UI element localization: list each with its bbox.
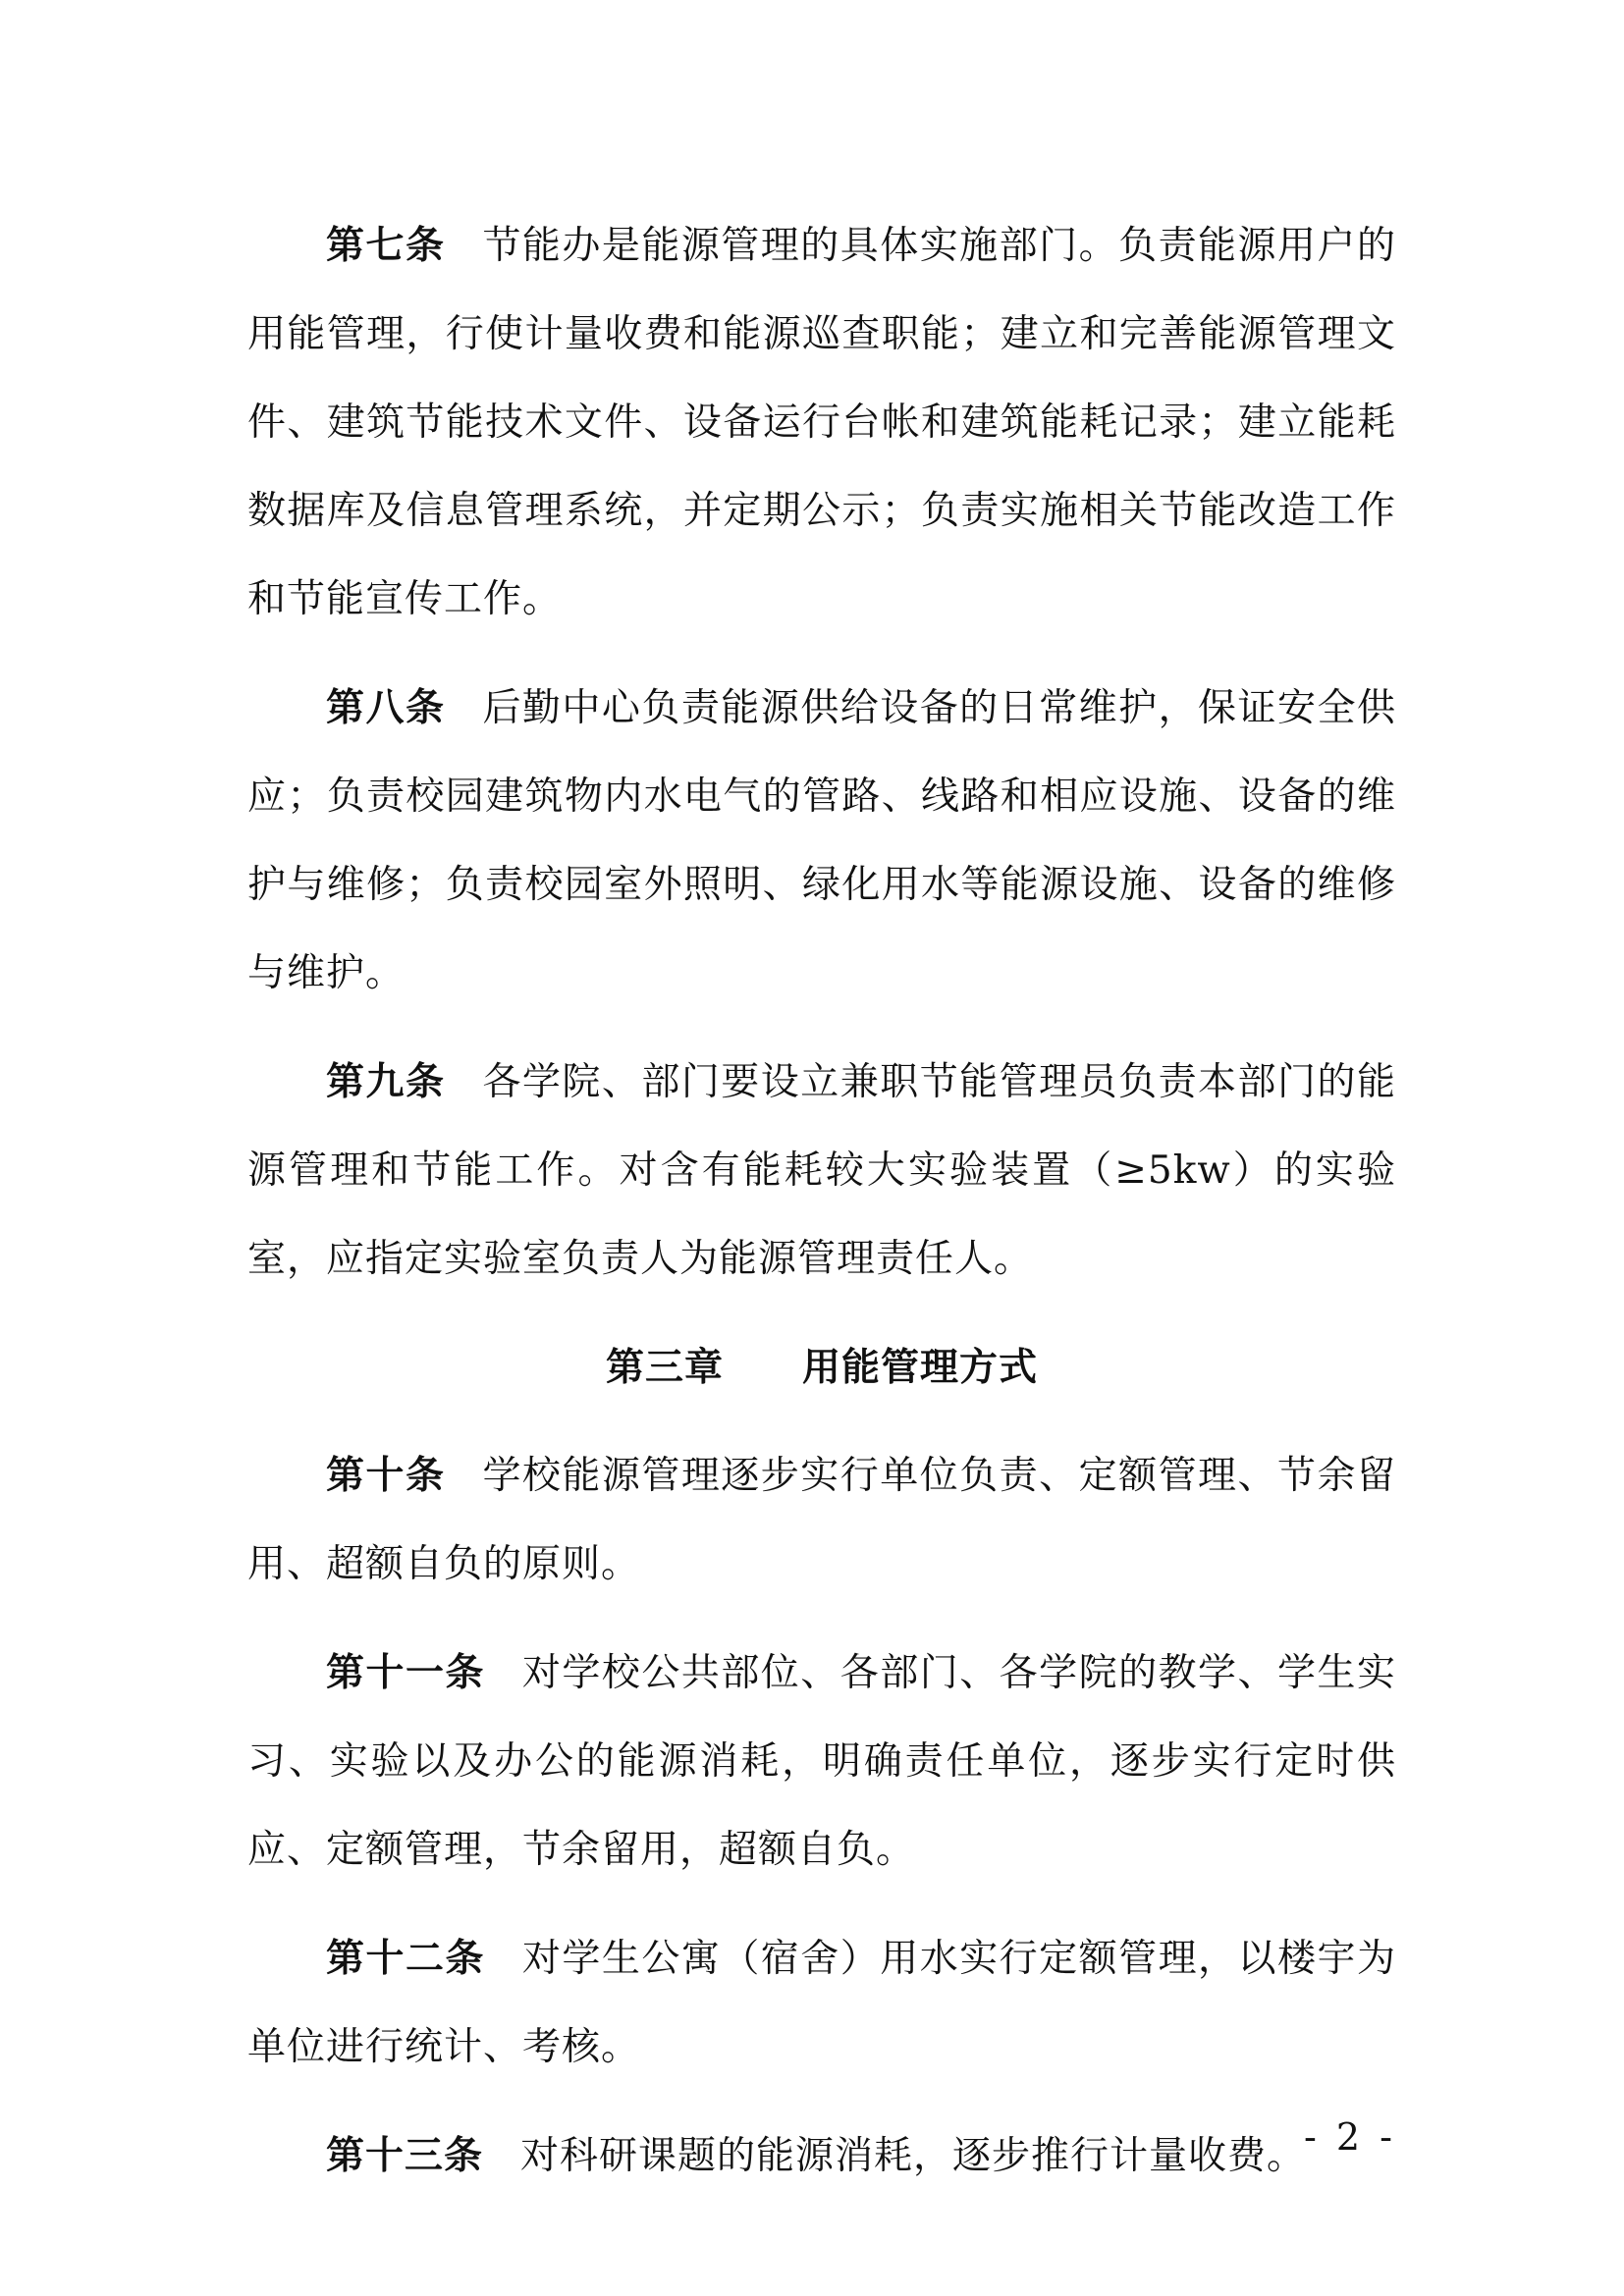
article-8-text: 后勤中心负责能源供给设备的日常维护，保证安全供应；负责校园建筑物内水电气的管路、线路和相应设施、设备的维护与维修；负责校园室外照明、绿化用水等能源设施、设备的维修与维护。	[247, 686, 1396, 995]
chapter-number: 第三章	[605, 1345, 724, 1390]
article-9	[247, 1038, 1396, 1304]
article-7-text: 节能办是能源管理的具体实施部门。负责能源用户的用能管理，行使计量收费和能源巡查职能；建立和完善能源管理文件、建筑节能技术文件、设备运行台帐和建筑能耗记录；建立能耗数据库及信息管理系统，并定期公示；负责实施相关节能改造工作和节能宣传工作。	[247, 224, 1396, 621]
article-13-label: 第十三条	[326, 2133, 484, 2178]
article-11	[247, 1629, 1396, 1895]
article-8-label: 第八条	[326, 685, 446, 730]
article-7	[247, 201, 1396, 644]
article-9-text: 各学院、部门要设立兼职节能管理员负责本部门的能源管理和节能工作。对含有能耗较大实验装置（≥5kw）的实验室，应指定实验室负责人为能源管理责任人。	[247, 1060, 1396, 1281]
chapter-title: 用能管理方式	[802, 1345, 1039, 1390]
article-12	[247, 1914, 1396, 2092]
article-9-label: 第九条	[326, 1059, 446, 1104]
page-number: - 2 -	[1303, 2115, 1396, 2159]
article-11-label: 第十一条	[326, 1650, 485, 1695]
article-12-label: 第十二条	[326, 1936, 485, 1981]
chapter-heading	[247, 1323, 1396, 1412]
article-7-label: 第七条	[326, 223, 446, 268]
article-10-label: 第十条	[326, 1453, 446, 1498]
article-10-text: 学校能源管理逐步实行单位负责、定额管理、节余留用、超额自负的原则。	[247, 1454, 1396, 1586]
article-12-text: 对学生公寓（宿舍）用水实行定额管理，以楼宇为单位进行统计、考核。	[247, 1937, 1396, 2069]
article-8	[247, 664, 1396, 1018]
article-10	[247, 1431, 1396, 1609]
article-13-text: 对科研课题的能源消耗，逐步推行计量收费。	[520, 2134, 1307, 2178]
article-11-text: 对学校公共部位、各部门、各学院的教学、学生实习、实验以及办公的能源消耗，明确责任单位，逐步实行定时供应、定额管理，节余留用，超额自负。	[247, 1651, 1396, 1872]
article-13	[247, 2111, 1396, 2201]
document-body	[247, 201, 1396, 2220]
